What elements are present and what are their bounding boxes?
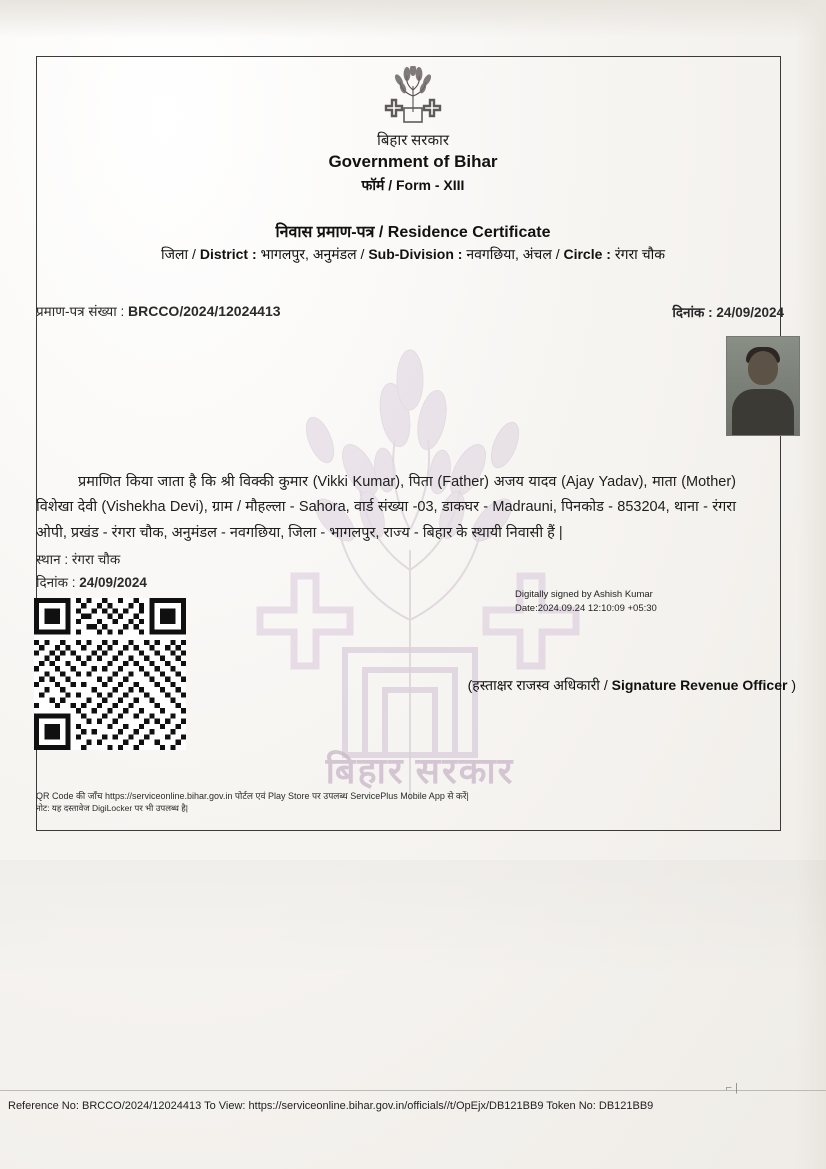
subdivision-value: नवगछिया, अंचल / — [462, 246, 564, 262]
photo-body — [732, 389, 794, 435]
certificate-date-value: 24/09/2024 — [716, 305, 784, 320]
body-text-value: प्रमाणित किया जाता है कि श्री विक्की कुमार (Vikki Kumar), पिता (Father) अजय यादव (Ajay Yadav), माता (Mother) विशेखा देवी (Vishekha Devi), ग्राम / मौहल्ला - Sahora, वार्ड संख्या -03, डाकघर - Madrauni, पिनकोड - 853204, थाना - रंगरा ओपी, प्रखंड - रंगरा चौक, अनुमंडल - नवगछिया, जिला - भागलपुर, राज्य - बिहार के स्थायी निवासी हैं | — [36, 474, 736, 541]
certificate-date — [672, 303, 784, 321]
digital-signature-line2: Date:2024.09.24 12:10:09 +05:30 — [515, 602, 657, 614]
scan-shadow-top — [0, 0, 826, 38]
signature-label — [468, 676, 796, 695]
certificate-number-label: प्रमाण-पत्र संख्या : — [36, 304, 128, 319]
circle-value: रंगरा चौक — [610, 246, 665, 262]
certificate-number-value: BRCCO/2024/12024413 — [127, 303, 281, 319]
scan-fold-shadow — [0, 860, 826, 980]
photo-head — [748, 351, 778, 385]
district-prefix: जिला / — [161, 246, 200, 262]
place-label: स्थान : — [36, 552, 72, 567]
watermark-text: बिहार सरकार — [325, 751, 515, 791]
place-line — [36, 550, 120, 568]
issue-date-label: दिनांक : — [36, 575, 80, 590]
digilocker-note: नोट: यह दस्तावेज DigiLocker पर भी उपलब्ध है| — [36, 803, 188, 813]
digital-signature-block — [515, 588, 657, 616]
certificate-number — [36, 302, 281, 320]
state-emblem-icon — [380, 66, 446, 124]
footer-separator — [0, 1090, 826, 1091]
certificate-date-label: दिनांक : — [672, 305, 717, 320]
circle-label: Circle : — [563, 246, 611, 262]
page-footer-reference: Reference No: BRCCO/2024/12024413 To View: https://serviceonline.bihar.gov.in/officials//t/OpEjx/DB121BB9 Token No: DB121BB9 — [8, 1100, 654, 1112]
qr-code[interactable] — [34, 598, 186, 750]
signature-label-end: ) — [787, 677, 796, 693]
certificate-title: निवास प्रमाण-पत्र / Residence Certificate — [275, 224, 551, 241]
applicant-photo — [726, 336, 800, 436]
qr-footnote: QR Code की जाँच https://serviceonline.bihar.gov.in पोर्टल एवं Play Store पर उपलब्ध ServicePlus Mobile App से करें| — [36, 791, 469, 801]
footer-mark: ⌐ | — [725, 1082, 738, 1094]
certificate-body-text — [36, 470, 736, 546]
district-value: भागलपुर, अनुमंडल / — [256, 246, 369, 262]
signature-label-hindi: (हस्ताक्षर राजस्व अधिकारी / — [467, 677, 612, 693]
district-line — [0, 245, 826, 264]
issue-date-value: 24/09/2024 — [79, 575, 147, 590]
issue-date-line — [36, 573, 147, 591]
signature-label-english: Signature Revenue Officer — [611, 677, 788, 693]
place-value: रंगरा चौक — [71, 552, 121, 567]
digital-signature-line1: Digitally signed by Ashish Kumar — [515, 589, 653, 600]
subdivision-label: Sub-Division : — [368, 246, 463, 262]
gov-name-english: Government of Bihar — [328, 152, 498, 171]
gov-name-hindi: बिहार सरकार — [376, 133, 449, 149]
district-label: District : — [199, 246, 257, 262]
form-number: फॉर्म / Form - XIII — [361, 177, 465, 193]
